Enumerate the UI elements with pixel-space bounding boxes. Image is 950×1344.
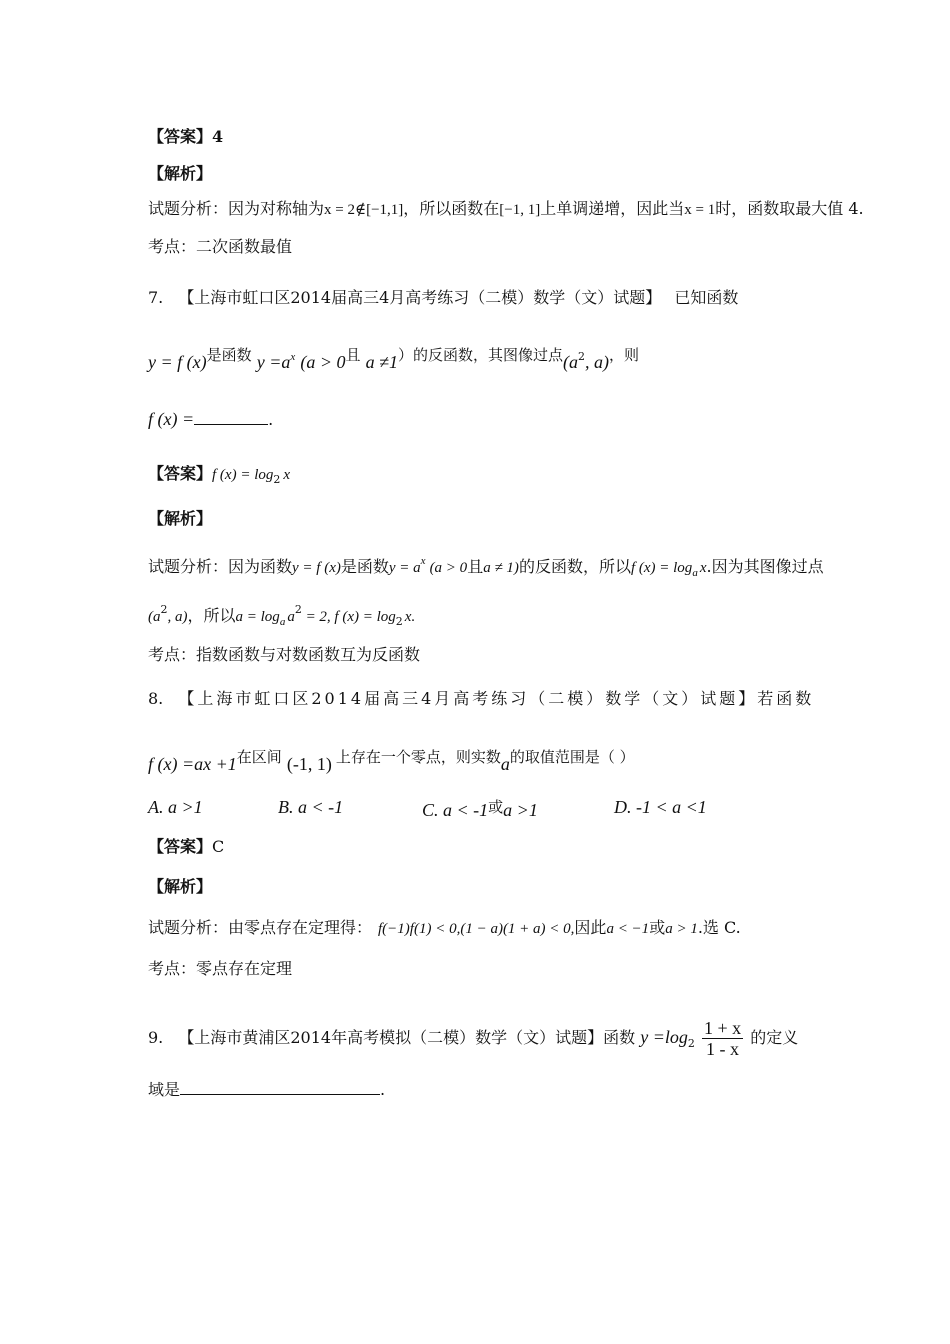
math-expr: (-1, 1): [286, 754, 332, 774]
math-expr: , a): [585, 352, 610, 372]
math-expr: y = f (x): [292, 560, 341, 576]
detail-text: 上单调递增，因此当: [540, 199, 685, 218]
math-expr: a > 1: [665, 921, 698, 937]
option-c-part: C. a < -1: [422, 800, 489, 820]
option-c-or: 或: [488, 798, 504, 816]
question-9: [148, 1012, 798, 1062]
detail-text: 时，函数取最大值 4.: [715, 199, 864, 218]
option-a[interactable]: A. a >1: [148, 797, 203, 817]
question-number: 9.: [148, 1028, 164, 1047]
question-source: 【上海市虹口区2014届高三4月高考练习（二模）数学（文）试题】: [178, 689, 758, 708]
math-expr: (a: [563, 352, 579, 372]
analysis-7-detail-1: [148, 550, 824, 584]
math-expr: a = log: [235, 609, 280, 625]
kaodian-7: 考点：指数函数与对数函数互为反函数: [148, 645, 421, 664]
math-expr: f(−1)f(1) < 0,(1 − a)(1 + a) < 0,: [378, 921, 575, 937]
analysis-6-label: 【解析】: [148, 164, 213, 183]
option-c[interactable]: [422, 796, 538, 822]
analysis-8-detail: [148, 917, 741, 940]
math-sup: 2: [160, 603, 168, 616]
question-8-header: [148, 688, 814, 710]
detail-text: 试题分析：由零点存在定理得：: [148, 918, 373, 937]
answer-blank: [180, 1080, 380, 1095]
math-expr: x.: [404, 609, 416, 625]
math-expr: y =log: [640, 1027, 688, 1047]
analysis-8-label: 【解析】: [148, 877, 213, 896]
detail-text: 是函数: [340, 557, 389, 576]
question-8-body: [148, 746, 635, 776]
math-expr: , a): [167, 609, 188, 625]
question-source: 【上海市黄浦区2014年高考模拟（二模）数学（文）试题】: [178, 1028, 604, 1047]
math-expr: x = 2∉[−1,1]: [324, 202, 404, 218]
math-sub: a: [692, 567, 698, 579]
math-expr: f (x) =ax +1: [148, 754, 237, 774]
question-text: 且: [345, 346, 361, 364]
fraction-denominator: 1 - x: [706, 1039, 740, 1059]
math-sub: a: [279, 616, 286, 628]
math-expr: a < −1: [606, 921, 650, 937]
math-expr: y = f (x): [148, 352, 207, 372]
math-sup: 2: [578, 350, 586, 363]
period: .: [380, 1080, 386, 1099]
math-expr: f (x) = log: [212, 467, 274, 483]
math-expr: = 2, f (x) = log: [301, 609, 396, 625]
analysis-6-detail: [148, 198, 864, 221]
math-sup: x: [290, 351, 296, 363]
detail-text: .因为其图像过点: [706, 557, 824, 576]
answer-6: [148, 126, 223, 148]
math-expr: x = 1: [684, 202, 716, 218]
question-text: 上存在一个零点，则实数: [335, 748, 501, 766]
math-expr: a: [500, 754, 510, 774]
option-c-part: a >1: [503, 800, 538, 820]
kaodian-6: 考点：二次函数最值: [148, 237, 293, 256]
math-expr: a: [287, 609, 295, 625]
math-expr: (a > 0: [300, 352, 346, 372]
math-sub: 2: [273, 473, 281, 486]
question-text: 是函数: [206, 346, 252, 364]
question-number: 8.: [148, 689, 164, 708]
math-expr: y =a: [256, 352, 291, 372]
question-lead: 已知函数: [674, 288, 739, 307]
question-7-body: [148, 344, 639, 374]
math-expr: a ≠ 1): [483, 560, 519, 576]
math-expr: x: [283, 467, 291, 483]
math-sub: 2: [395, 615, 403, 628]
question-text: 的定义: [750, 1028, 799, 1047]
answer-8: [148, 836, 224, 858]
math-expr: f (x) =: [148, 409, 195, 429]
kaodian-8: 考点：零点存在定理: [148, 959, 293, 978]
math-expr: f (x) = log: [630, 560, 693, 576]
question-7-blank-line: [148, 408, 273, 431]
detail-text: 且: [467, 557, 484, 576]
answer-label: 【答案】: [148, 127, 213, 146]
math-sub: 2: [687, 1037, 695, 1050]
answer-value: C: [212, 837, 225, 856]
math-expr: y = a: [388, 560, 421, 576]
question-text: ）的反函数，其图像过点: [398, 346, 564, 364]
detail-text: 或: [649, 918, 666, 937]
question-text: 的取值范围是（ ）: [509, 748, 635, 766]
question-text: 在区间: [236, 748, 282, 766]
math-expr: [−1, 1]: [499, 202, 541, 218]
math-expr: x: [699, 560, 707, 576]
detail-text: 试题分析：因为函数: [148, 557, 293, 576]
detail-text: 因此: [574, 918, 607, 937]
math-sup: x: [420, 555, 426, 567]
detail-text: ，所以函数在: [403, 199, 500, 218]
question-9-line2: [148, 1079, 385, 1101]
option-b[interactable]: B. a < -1: [278, 797, 344, 817]
math-sup: 2: [294, 603, 302, 616]
fraction: [702, 1018, 743, 1059]
math-expr: (a: [148, 609, 161, 625]
analysis-7-label: 【解析】: [148, 509, 213, 528]
math-expr: (a > 0: [429, 560, 468, 576]
fraction-numerator: 1 + x: [703, 1018, 742, 1038]
detail-text: 试题分析：因为对称轴为: [148, 199, 325, 218]
question-number: 7.: [148, 288, 164, 307]
analysis-7-detail-2: [148, 599, 415, 633]
answer-7: [148, 463, 290, 491]
math-expr: a ≠1: [365, 352, 398, 372]
question-text: 域是: [148, 1080, 181, 1099]
detail-text: 的反函数，所以: [518, 557, 631, 576]
answer-value: 4: [212, 127, 224, 146]
detail-text: .选 C.: [697, 918, 741, 937]
question-source: 【上海市虹口区2014届高三4月高考练习（二模）数学（文）试题】: [178, 288, 662, 307]
question-7-header: [148, 287, 738, 309]
detail-text: ，所以: [187, 606, 236, 625]
answer-label: 【答案】: [148, 837, 213, 856]
question-lead: 若函数: [757, 689, 815, 708]
answer-label: 【答案】: [148, 464, 213, 483]
answer-blank: [194, 410, 268, 425]
question-lead: 函数: [603, 1028, 636, 1047]
period: .: [268, 410, 274, 429]
question-text: ，则: [609, 346, 640, 364]
option-d[interactable]: D. -1 < a <1: [614, 797, 707, 817]
